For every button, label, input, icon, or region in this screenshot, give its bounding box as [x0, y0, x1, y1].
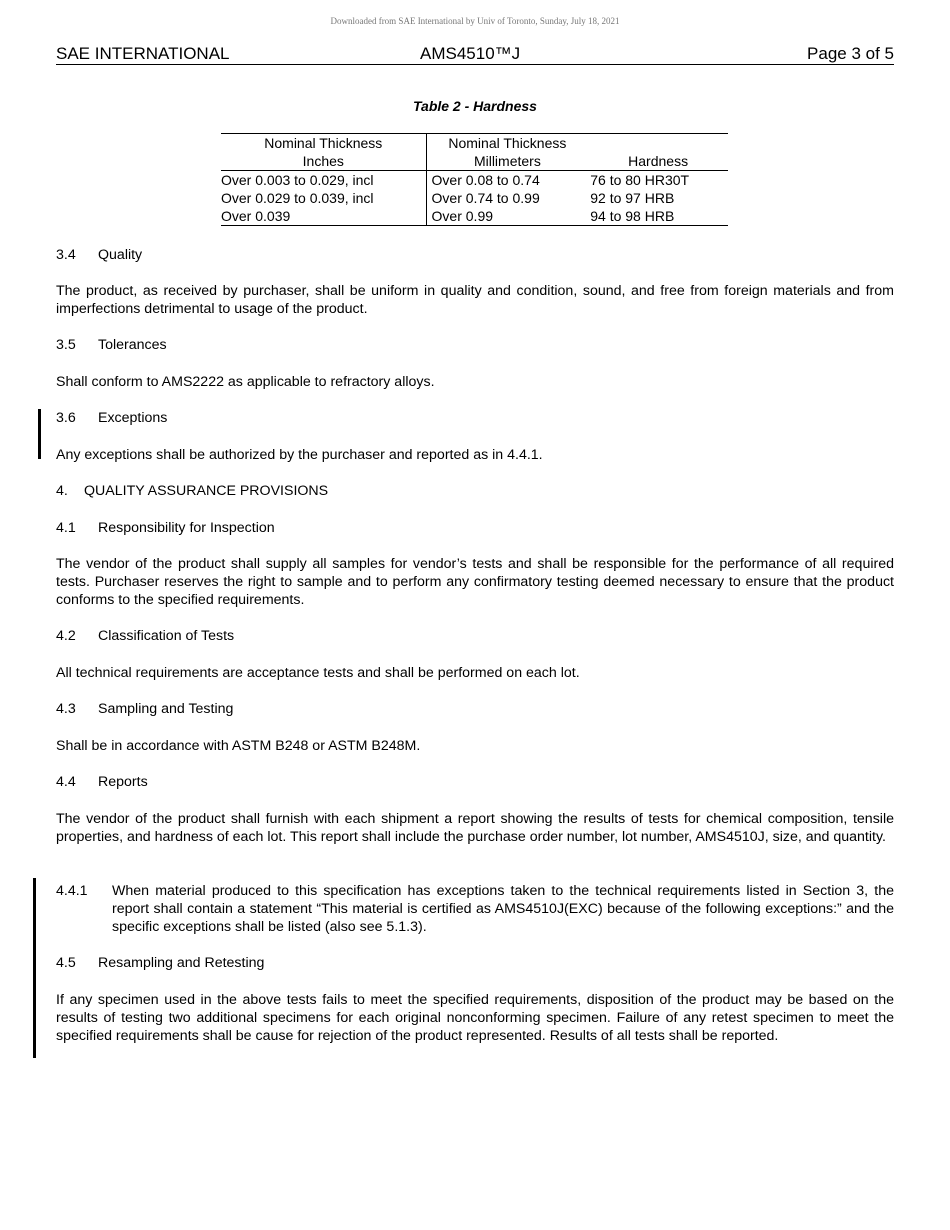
download-note: Downloaded from SAE International by Univ of Toronto, Sunday, July 18, 2021	[330, 16, 620, 26]
table-title: Table 2 - Hardness	[413, 98, 537, 114]
table-cell: Over 0.74 to 0.99	[426, 189, 588, 207]
section-title: QUALITY ASSURANCE PROVISIONS	[84, 483, 329, 499]
section-heading-4-4	[56, 773, 894, 791]
section-title: Quality	[98, 247, 143, 263]
section-body-4-1: The vendor of the product shall supply all samples for vendor’s tests and shall be responsible for the performance of all required tests. Purchaser reserves the right to sample and to perform any confirmatory testing deemed necessary to ensure that the product conforms to the specified requirements.	[56, 556, 894, 608]
section-heading-3-4	[56, 246, 894, 264]
section-title: Sampling and Testing	[98, 701, 234, 717]
revision-change-bar	[33, 878, 36, 1058]
table-header-row	[221, 134, 728, 153]
table-header-cell: Nominal Thickness	[264, 135, 383, 151]
section-body-4-5: If any specimen used in the above tests fails to meet the specified requirements, disposition of the product may be based on the results of testing two additional specimens for each original nonconforming specimen. Failure of any retest specimen to meet the specified requirements shall be cause for rejection of the product represented. Results of all tests shall be reported.	[56, 992, 894, 1044]
table-row	[221, 207, 728, 226]
table-header-cell: Nominal Thickness	[426, 134, 588, 153]
header-org: SAE INTERNATIONAL	[56, 44, 230, 63]
section-heading-3-6	[56, 409, 894, 427]
section-heading-4-2	[56, 627, 894, 645]
section-title: Reports	[98, 774, 148, 790]
section-body-4-4-1: When material produced to this specification has exceptions taken to the technical requirements listed in Section 3, the report shall contain a statement “This material is certified as AMS4510J(EXC) because of the following exceptions:” and the specific exceptions shall be listed (also see 5.1.3).	[112, 883, 894, 935]
table-header-row	[221, 152, 728, 171]
section-number: 4.4	[56, 774, 76, 790]
table-cell: Over 0.039	[221, 208, 291, 224]
table-cell: Over 0.99	[426, 207, 588, 226]
section-heading-4-1	[56, 519, 894, 537]
section-title: Responsibility for Inspection	[98, 520, 275, 536]
table-header-cell	[588, 134, 728, 153]
section-number: 4.1	[56, 520, 76, 536]
section-title: Resampling and Retesting	[98, 955, 265, 971]
table-cell: 94 to 98 HRB	[590, 208, 675, 224]
table-row	[221, 189, 728, 207]
section-number: 4.	[56, 483, 68, 499]
subsection-4-4-1	[56, 882, 894, 936]
table-cell: 76 to 80 HR30T	[590, 172, 690, 188]
section-title: Tolerances	[98, 337, 167, 353]
section-body-4-3: Shall be in accordance with ASTM B248 or ASTM B248M.	[56, 738, 421, 754]
table-row	[221, 171, 728, 190]
section-number: 4.3	[56, 701, 76, 717]
table-header-cell: Inches	[221, 152, 426, 171]
section-body-4-4: The vendor of the product shall furnish with each shipment a report showing the results of tests for chemical composition, tensile properties, and hardness of each lot. This report shall include the purchase order number, lot number, AMS4510J, size, and quantity.	[56, 811, 894, 845]
table-cell: Over 0.08 to 0.74	[426, 171, 588, 190]
section-heading-4-5	[56, 954, 894, 972]
page-header	[56, 44, 894, 65]
section-number: 3.5	[56, 337, 76, 353]
section-number: 3.4	[56, 247, 76, 263]
header-page-number: Page 3 of 5	[807, 44, 894, 63]
section-body-3-6: Any exceptions shall be authorized by the purchaser and reported as in 4.4.1.	[56, 447, 543, 463]
table-cell: 92 to 97 HRB	[590, 190, 675, 206]
table-cell: Over 0.003 to 0.029, incl	[221, 172, 374, 188]
revision-change-bar	[38, 409, 41, 459]
section-number: 4.4.1	[56, 883, 88, 899]
table-cell: Over 0.029 to 0.039, incl	[221, 190, 374, 206]
table-header-cell: Hardness	[588, 152, 728, 171]
section-number: 3.6	[56, 410, 76, 426]
section-number: 4.2	[56, 628, 76, 644]
section-heading-4-3	[56, 700, 894, 718]
section-heading-4	[56, 482, 894, 500]
table-header-cell: Millimeters	[426, 152, 588, 171]
section-title: Exceptions	[98, 410, 168, 426]
section-body-3-4: The product, as received by purchaser, shall be uniform in quality and condition, sound, and free from foreign materials and from imperfections detrimental to usage of the product.	[56, 283, 894, 317]
section-title: Classification of Tests	[98, 628, 235, 644]
section-body-4-2: All technical requirements are acceptance tests and shall be performed on each lot.	[56, 665, 580, 681]
hardness-table	[221, 133, 728, 226]
section-number: 4.5	[56, 955, 76, 971]
section-heading-3-5	[56, 336, 894, 354]
section-body-3-5: Shall conform to AMS2222 as applicable to refractory alloys.	[56, 374, 435, 390]
header-doc-id: AMS4510™J	[420, 44, 521, 63]
